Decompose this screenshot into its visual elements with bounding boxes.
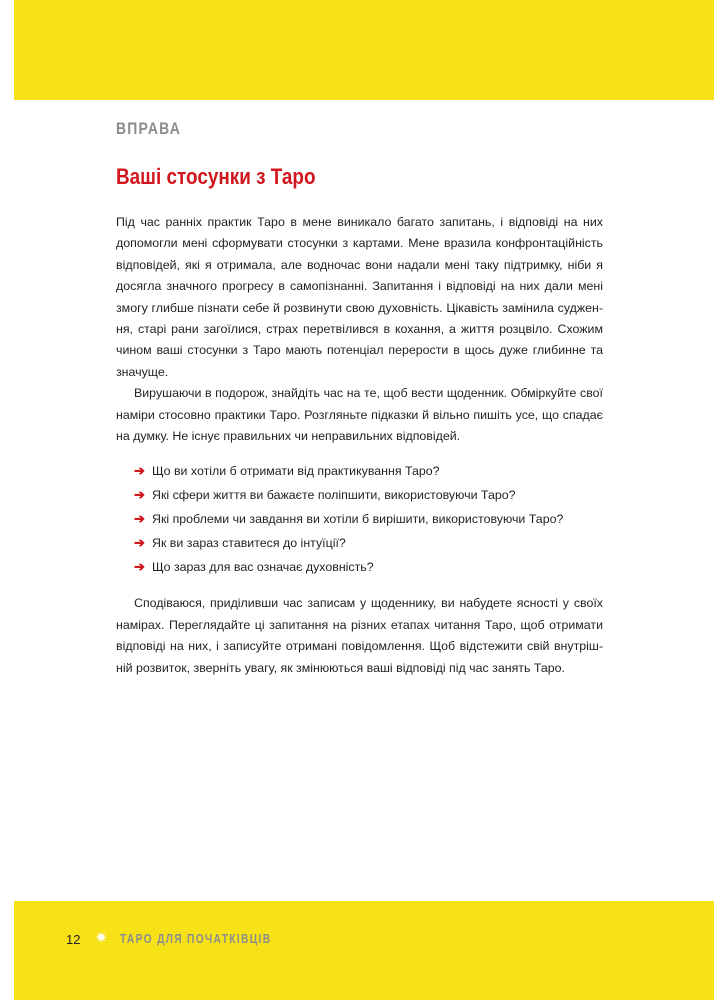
question-text: Що зараз для вас означає духовність? [152,560,374,575]
question-item [116,458,603,482]
question-item [116,531,603,555]
red-arrow-icon: ➔ [134,510,145,526]
page-footer [66,930,305,948]
section-label: ВПРАВА [116,119,182,138]
star-icon: ✷ [94,930,108,947]
question-text: Які сфери життя ви бажаєте поліпшити, використовуючи Таро? [152,487,516,502]
question-text: Як ви зараз ставитеся до інтуїції? [152,536,346,551]
page-title: Ваші стосунки з Таро [116,164,316,189]
running-title: ТАРО ДЛЯ ПОЧАТКІВЦІВ [119,932,272,946]
page-content [116,118,603,679]
question-item [116,507,603,531]
red-arrow-icon: ➔ [134,535,145,551]
question-list [116,458,603,579]
top-yellow-band [14,0,714,100]
red-arrow-icon: ➔ [134,559,145,575]
page-number: 12 [66,931,81,947]
paragraph-journal: Вирушаючи в подорож, знайдіть час на те, щоб вести щоденник. Обміркуйте свої наміри стосовно практики Таро. Розгляньте підказки й вільно пишіть усе, що спадає на думку. Не існує правильних чи неправильних відповідей. [116,386,603,444]
paragraph-intro: Під час ранніх практик Таро в мене виникало багато запитань, і відповіді на них допомогли мені сформувати стосунки з картами. Мене вразила конфронтаційність відповідей, які я отримала, але водночас вони надали мені таку підтримку, ніби я досягла значного прогресу в самопізнанні. Запитання і відповіді на них дали мені змогу глибше пізнати себе й розвинути свою духовність. Цікавість замінила судження, старі рани загоїлися, страх перетвілився в кохання, а життя розцвіло. Схожим чином ваші стосунки з Таро мають потенціал перерости в щось дуже глибинне та значуще. [116,215,603,379]
question-text: Що ви хотіли б отримати від практикування Таро? [152,463,440,478]
red-arrow-icon: ➔ [134,462,145,478]
question-item [116,483,603,507]
question-item [116,555,603,579]
bottom-yellow-band [14,901,714,1000]
paragraph-conclusion: Сподіваюся, приділивши час записам у щоденнику, ви набудете ясності у своїх намірах. Переглядайте ці запитання на різних етапах читання Таро, щоб отримати відповіді на них, і записуйте отримані повідомлення. Щоб відстежити свій внутрішній розвиток, зверніть увагу, як змінюються ваші відповіді під час занять Таро. [116,596,603,675]
red-arrow-icon: ➔ [134,486,145,502]
question-text: Які проблеми чи завдання ви хотіли б вирішити, використовуючи Таро? [152,511,564,526]
